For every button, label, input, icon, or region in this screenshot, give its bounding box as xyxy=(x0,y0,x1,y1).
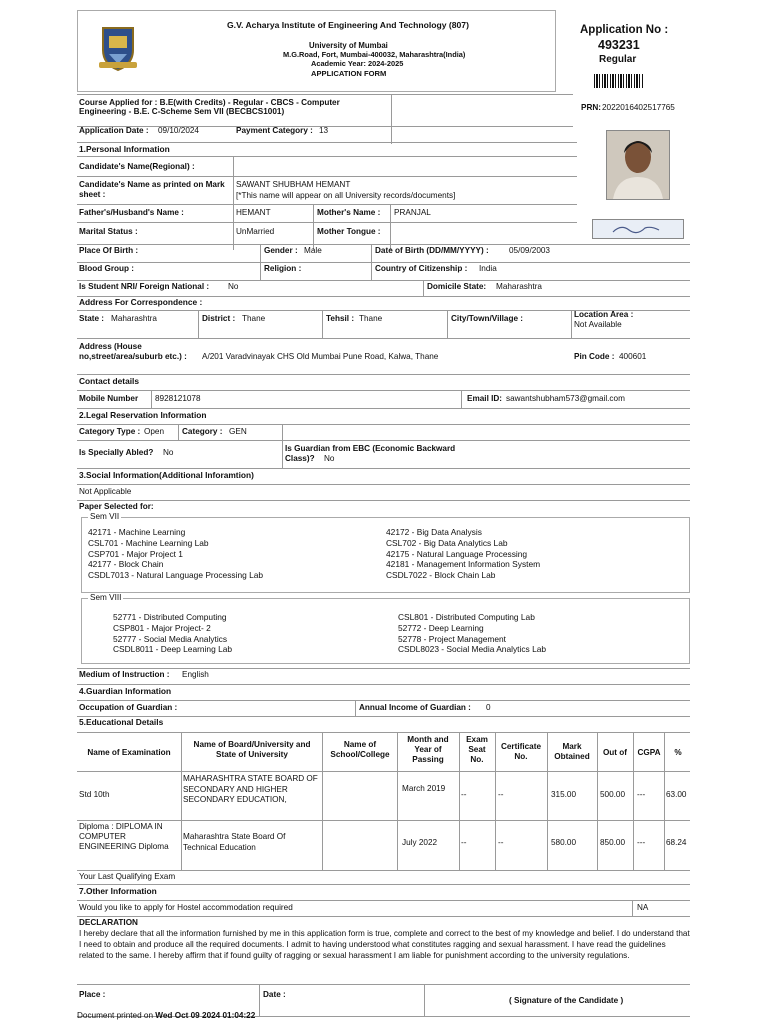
sem7-course: CSDL7022 - Block Chain Lab xyxy=(386,570,496,581)
dob: 05/09/2003 xyxy=(509,246,550,255)
state-label: State : xyxy=(79,314,105,323)
citizenship-label: Country of Citizenship : xyxy=(375,264,468,273)
citizenship: India xyxy=(479,264,497,273)
specially-abled-label: Is Specially Abled? xyxy=(79,448,154,457)
religion-label: Religion : xyxy=(264,264,302,273)
domicile: Maharashtra xyxy=(496,282,542,291)
edu-cell: 500.00 xyxy=(600,790,626,799)
tehsil-label: Tehsil : xyxy=(326,314,355,323)
email-label: Email ID: xyxy=(467,394,503,403)
application-type: Regular xyxy=(599,54,637,65)
ebc-value: No xyxy=(324,454,335,463)
name-note: [*This name will appear on all University records/documents] xyxy=(236,191,456,200)
course-applied: Course Applied for : B.E(with Credits) - Regular - CBCS - Computer Engineering - B.E. C-Scheme Sem VII (BECBCS1001) xyxy=(79,98,340,116)
sem7-left-list xyxy=(88,527,263,581)
university-address: M.G.Road, Fort, Mumbai-400032, Maharashtra(India) xyxy=(283,50,466,59)
mother-tongue-label: Mother Tongue : xyxy=(317,227,381,236)
edu-header: Name of Examination xyxy=(87,748,171,757)
mother-name-label: Mother's Name : xyxy=(317,208,381,217)
sem8-course: CSDL8023 - Social Media Analytics Lab xyxy=(398,644,547,655)
declaration-text: I hereby declare that all the information furnished by me in this application form is true, complete and correct to the best of my knowledge and belief. I do understand that I need to obtain and produce all the required documents. I admit to having understood what constitutes ragging and sexual harassment. I have read the guidelines related to the same. I hereby affirm that if found guilty of ragging or sexual harassment I am liable for punishment according to the university regulations. xyxy=(79,929,690,961)
section-social: 3.Social Information(Additional Inforamtion) xyxy=(79,470,254,480)
category-type: Open xyxy=(144,427,165,436)
edu-header: Name of Board/University and State of University xyxy=(193,740,311,759)
edu-cell: -- xyxy=(461,838,467,847)
sem7-course: 42181 - Management Information System xyxy=(386,559,541,570)
prn-label: PRN: xyxy=(581,103,602,112)
pin-code: 400601 xyxy=(619,352,647,361)
edu-cell: 850.00 xyxy=(600,838,626,847)
edu-cell: 68.24 xyxy=(666,838,687,847)
name-label: Candidate's Name as printed on Mark sheet : xyxy=(79,180,225,199)
edu-cell: Maharashtra State Board Of Technical Education xyxy=(183,832,286,852)
state: Maharashtra xyxy=(111,314,157,323)
location-label: Location Area : xyxy=(574,310,634,319)
ebc-label: Is Guardian from EBC (Economic Backward Class)? xyxy=(285,444,456,463)
section-personal: 1.Personal Information xyxy=(79,144,170,154)
specially-abled: No xyxy=(163,448,174,457)
guardian-income: 0 xyxy=(486,703,491,712)
sem8-right-list xyxy=(398,612,546,655)
sem8-course: CSP801 - Major Project- 2 xyxy=(113,622,211,633)
category: GEN xyxy=(229,427,247,436)
domicile-label: Domicile State: xyxy=(427,282,487,291)
sem7-course: 42172 - Big Data Analysis xyxy=(386,527,482,537)
last-qualifying-exam: Your Last Qualifying Exam xyxy=(79,872,176,881)
edu-cell: --- xyxy=(637,838,646,847)
hostel-label: Would you like to apply for Hostel accommodation required xyxy=(79,903,293,912)
academic-year: Academic Year: 2024-2025 xyxy=(311,59,404,68)
university-name: University of Mumbai xyxy=(309,41,388,50)
prn-value: 2022016402517765 xyxy=(602,103,675,112)
edu-header: Certificate No. xyxy=(500,742,542,761)
edu-header: % xyxy=(674,748,682,757)
section-contact: Contact details xyxy=(79,376,140,386)
district: Thane xyxy=(242,314,266,323)
application-date: 09/10/2024 xyxy=(158,126,199,135)
category-type-label: Category Type : xyxy=(79,427,141,436)
sem8-label: Sem VIII xyxy=(90,593,122,602)
guardian-income-label: Annual Income of Guardian : xyxy=(359,703,471,712)
sem8-course: 52777 - Social Media Analytics xyxy=(113,633,228,644)
mother-name: PRANJAL xyxy=(394,208,431,217)
edu-header: Name of School/College xyxy=(330,740,390,759)
payment-category-label: Payment Category : xyxy=(236,126,313,135)
district-label: District : xyxy=(202,314,236,323)
edu-header: CGPA xyxy=(637,748,661,757)
sem7-course: 42171 - Machine Learning xyxy=(88,527,186,537)
tehsil: Thane xyxy=(359,314,383,323)
edu-cell: -- xyxy=(498,790,504,799)
house-address: A/201 Varadvinayak CHS Old Mumbai Pune Road, Kalwa, Thane xyxy=(202,352,439,361)
sem8-course: 52772 - Deep Learning xyxy=(398,622,484,633)
declaration-title: DECLARATION xyxy=(79,918,138,927)
sem8-left-list xyxy=(113,612,232,655)
edu-cell: MAHARASHTRA STATE BOARD OF SECONDARY AND HIGHER SECONDARY EDUCATION, xyxy=(183,774,318,804)
house-address-label: Address (House no,street/area/suburb etc.) : xyxy=(79,342,187,361)
medium-value: English xyxy=(182,670,209,679)
printed-on-date: Wed Oct 09 2024 01:04:22 xyxy=(155,1011,256,1020)
edu-cell: -- xyxy=(461,790,467,799)
edu-cell: -- xyxy=(498,838,504,847)
place-label: Place : xyxy=(79,990,106,999)
sem8-course: CSDL8011 - Deep Learning Lab xyxy=(113,644,233,655)
social-value: Not Applicable xyxy=(79,487,132,496)
sem8-course: 52778 - Project Management xyxy=(398,633,507,644)
edu-cell: 315.00 xyxy=(551,790,577,799)
edu-header: Exam Seat No. xyxy=(466,735,488,764)
birthplace-label: Place Of Birth : xyxy=(79,246,139,255)
father-name: HEMANT xyxy=(236,208,271,217)
mobile-number: 8928121078 xyxy=(155,394,201,403)
nri-label: Is Student NRI/ Foreign National : xyxy=(79,282,210,291)
regional-name-label: Candidate's Name(Regional) : xyxy=(79,162,195,171)
date-label: Date : xyxy=(263,990,286,999)
section-guardian: 4.Guardian Information xyxy=(79,686,172,696)
payment-category: 13 xyxy=(319,126,329,135)
application-no-label: Application No : xyxy=(580,24,669,36)
application-date-label: Application Date : xyxy=(79,126,149,135)
medium-label: Medium of Instruction : xyxy=(79,670,170,679)
edu-cell: Diploma : DIPLOMA IN COMPUTER ENGINEERING Diploma xyxy=(79,822,169,851)
edu-header: Out of xyxy=(602,748,628,757)
sem7-course: CSL702 - Big Data Analytics Lab xyxy=(386,537,508,548)
edu-header: Mark Obtained xyxy=(554,742,590,761)
gender: Male xyxy=(304,246,322,255)
printed-on-label: Document printed on xyxy=(77,1011,154,1020)
form-title: APPLICATION FORM xyxy=(311,69,387,78)
sem7-course: CSDL7013 - Natural Language Processing Lab xyxy=(88,570,264,581)
category-label: Category : xyxy=(182,427,223,436)
dob-label: Date of Birth (DD/MM/YYYY) : xyxy=(375,246,489,255)
candidate-photo xyxy=(606,130,670,200)
city-label: City/Town/Village : xyxy=(451,314,524,323)
signature-label: ( Signature of the Candidate ) xyxy=(509,996,624,1005)
edu-cell: Std 10th xyxy=(79,790,110,799)
marital-status: UnMarried xyxy=(236,227,275,236)
location: Not Available xyxy=(574,320,622,329)
university-logo xyxy=(95,24,141,72)
email: sawantshubham573@gmail.com xyxy=(506,394,625,403)
signature-image xyxy=(592,219,684,239)
sem7-course: 42177 - Block Chain xyxy=(88,559,164,570)
sem8-course: CSL801 - Distributed Computing Lab xyxy=(398,612,535,622)
edu-header: Month and Year of Passing xyxy=(407,735,449,764)
papers-label: Paper Selected for: xyxy=(79,502,154,511)
section-education: 5.Educational Details xyxy=(79,717,164,727)
hostel-value: NA xyxy=(637,903,649,912)
gender-label: Gender : xyxy=(264,246,298,255)
candidate-name: SAWANT SHUBHAM HEMANT xyxy=(236,180,351,189)
application-no: 493231 xyxy=(598,38,640,52)
blood-group-label: Blood Group : xyxy=(79,264,135,273)
sem7-right-list xyxy=(386,527,540,581)
sem7-course: 42175 - Natural Language Processing xyxy=(386,548,528,559)
nri-value: No xyxy=(228,282,239,291)
institute-name: G.V. Acharya Institute of Engineering And Technology (807) xyxy=(227,20,469,30)
edu-cell: --- xyxy=(637,790,646,799)
pin-code-label: Pin Code : xyxy=(574,352,615,361)
marital-status-label: Marital Status : xyxy=(79,227,138,236)
sem7-course: CSP701 - Major Project 1 xyxy=(88,548,183,559)
sem8-course: 52771 - Distributed Computing xyxy=(113,612,227,622)
edu-cell: March 2019 xyxy=(402,784,446,793)
section-address: Address For Correspondence : xyxy=(79,297,203,307)
sem7-course: CSL701 - Machine Learning Lab xyxy=(88,537,209,548)
edu-cell: July 2022 xyxy=(402,838,438,847)
section-reservation: 2.Legal Reservation Information xyxy=(79,410,207,420)
section-other: 7.Other Information xyxy=(79,886,157,896)
printed-on xyxy=(77,1011,255,1021)
guardian-occupation-label: Occupation of Guardian : xyxy=(79,703,178,712)
barcode xyxy=(594,74,644,88)
mobile-label: Mobile Number xyxy=(79,394,139,403)
father-name-label: Father's/Husband's Name : xyxy=(79,208,184,217)
edu-cell: 580.00 xyxy=(551,838,577,847)
edu-cell: 63.00 xyxy=(666,790,687,799)
sem7-label: Sem VII xyxy=(90,512,120,521)
